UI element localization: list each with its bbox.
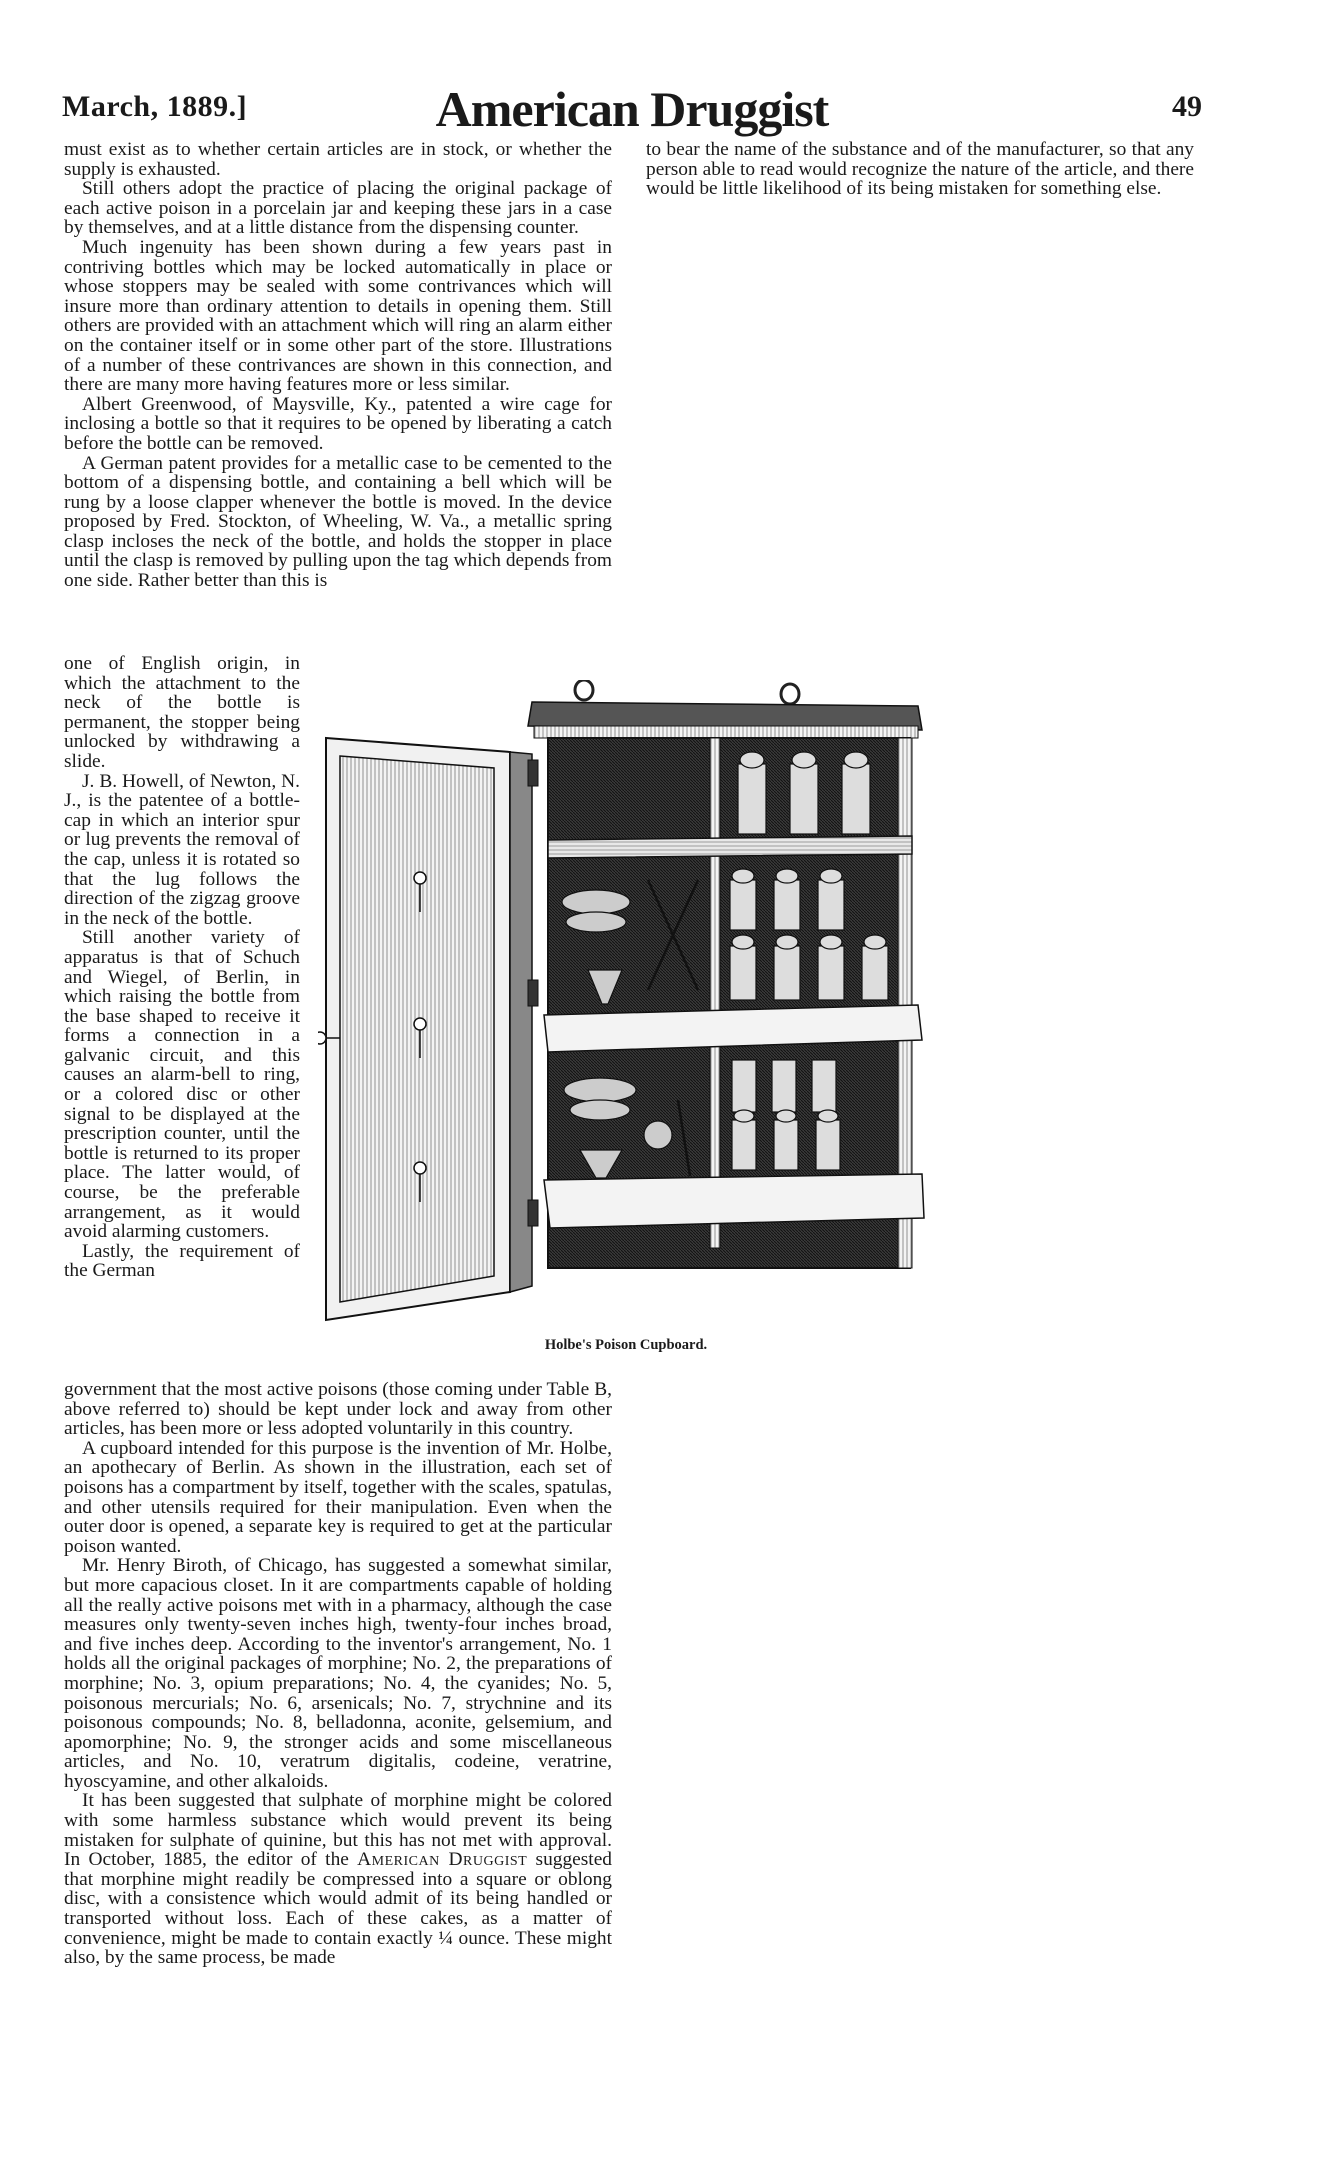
paragraph: Albert Greenwood, of Maysville, Ky., patented a wire cage for inclosing a bottle so that it requires to be opened by liberating a catch before the bottle can be removed. bbox=[64, 393, 612, 454]
page-number: 49 bbox=[1172, 90, 1202, 123]
left-column-narrow bbox=[64, 654, 300, 1281]
paragraph: must exist as to whether certain articles are in stock, or whether the supply is exhausted. bbox=[64, 139, 612, 180]
journal-title: American Druggist bbox=[435, 81, 829, 137]
cupboard-illustration bbox=[318, 680, 938, 1350]
paragraph: Mr. Henry Biroth, of Chicago, has suggested a somewhat similar, but more capacious closet. In it are compartments capable of holding all the really active poisons met with in a pharmacy, although the case measures only twenty-seven inches high, twenty-four inches broad, and five inches deep. According to the inventor's arrangement, No. 1 holds all the original packages of morphine; No. 2, the preparations of morphine; No. 3, opium preparations; No. 4, the cyanides; No. 5, poisonous mercurials; No. 6, arsenicals; No. 7, strychnine and its poisonous compounds; No. 8, belladonna, aconite, gelsemium, and apomorphine; No. 9, the stronger acids and some miscellaneous articles, and No. 10, veratrum digitalis, codeine, veratrine, hyoscyamine, and other alkaloids. bbox=[64, 1555, 612, 1792]
right-column-top bbox=[646, 140, 1194, 199]
paragraph: Still others adopt the practice of placing the original package of each active poison in a porcelain jar and keeping these jars in a case by themselves, and at a little distance from the dispensing counter. bbox=[64, 178, 612, 239]
paragraph: Still another variety of apparatus is that of Schuch and Wiegel, of Berlin, in which raising the bottle from the base shaped to receive it forms a connection in a galvanic circuit, and this causes an alarm-bell to ring, or a colored disc or other signal to be displayed at the prescription counter, until the bottle is returned to its proper place. The latter would, of course, be the preferable arrangement, as it would avoid alarming customers. bbox=[64, 927, 300, 1243]
paragraph: A cupboard intended for this purpose is the invention of Mr. Holbe, an apothecary of Berlin. As shown in the illustration, each set of poisons has a compartment by itself, together with the scales, spatulas, and other utensils required for their manipulation. Even when the outer door is opened, a separate key is required to get at the particular poison wanted. bbox=[64, 1437, 612, 1557]
paragraph-text-after: suggested that morphine might readily be compressed into a square or oblong disc, with a consistence which would admit of its being handled or transported without loss. Each of these cakes, as a matter of convenience, might be made to contain exactly ¼ ounce. These might also, by the same process, be made bbox=[64, 1849, 612, 1969]
paragraph: J. B. Howell, of Newton, N. J., is the patentee of a bottle-cap in which an interior spur or lug prevents the removal of the cap, unless it is rotated so that the lug follows the direction of the zigzag groove in the neck of the bottle. bbox=[64, 770, 300, 929]
journal-name-smallcaps: American Druggist bbox=[357, 1849, 528, 1871]
paragraph: government that the most active poisons (those coming under Table B, above referred to) should be kept under lock and away from other articles, has been more or less adopted voluntarily in this country. bbox=[64, 1379, 612, 1440]
paragraph: Lastly, the requirement of the German bbox=[64, 1240, 300, 1282]
paragraph: Much ingenuity has been shown during a few years past in contriving bottles which may be locked automatically in place or whose stoppers may be sealed with some contrivances which will insure more than ordinary attention to details in opening them. Still others are provided with an attachment which will ring an alarm either on the container itself or in some other part of the store. Illustrations of a number of these contrivances are shown in this connection, and there are many more having features more or less similar. bbox=[64, 236, 612, 396]
paragraph-text-before: It has been suggested that sulphate of morphine might be colored with some harmless substance which would prevent its being mistaken for sulphate of quinine, but this has not met with approval. In October, 1885, the editor of the bbox=[64, 1790, 612, 1871]
issue-date: March, 1889.] bbox=[62, 90, 248, 123]
paragraph: A German patent provides for a metallic case to be cemented to the bottom of a dispensing bottle, and containing a bell which will be rung by a loose clapper whenever the bottle is moved. In the device proposed by Fred. Stockton, of Wheeling, W. Va., a metallic spring clasp incloses the neck of the bottle, and holds the stopper in place until the clasp is removed by pulling upon the tag which depends from one side. Rather better than this is bbox=[64, 452, 612, 592]
left-column-bottom bbox=[64, 1380, 612, 1968]
paragraph bbox=[64, 1791, 612, 1967]
paragraph: one of English origin, in which the attachment to the neck of the bottle is permanent, the stopper being unlocked by withdrawing a slide. bbox=[64, 653, 300, 772]
running-head bbox=[62, 80, 1202, 136]
paragraph: to bear the name of the substance and of the manufacturer, so that any person able to read would recognize the nature of the article, and there would be little likelihood of its being mistaken for something else. bbox=[646, 139, 1194, 200]
figure-caption: Holbe's Poison Cupboard. bbox=[544, 1337, 708, 1353]
left-column-top bbox=[64, 140, 612, 591]
